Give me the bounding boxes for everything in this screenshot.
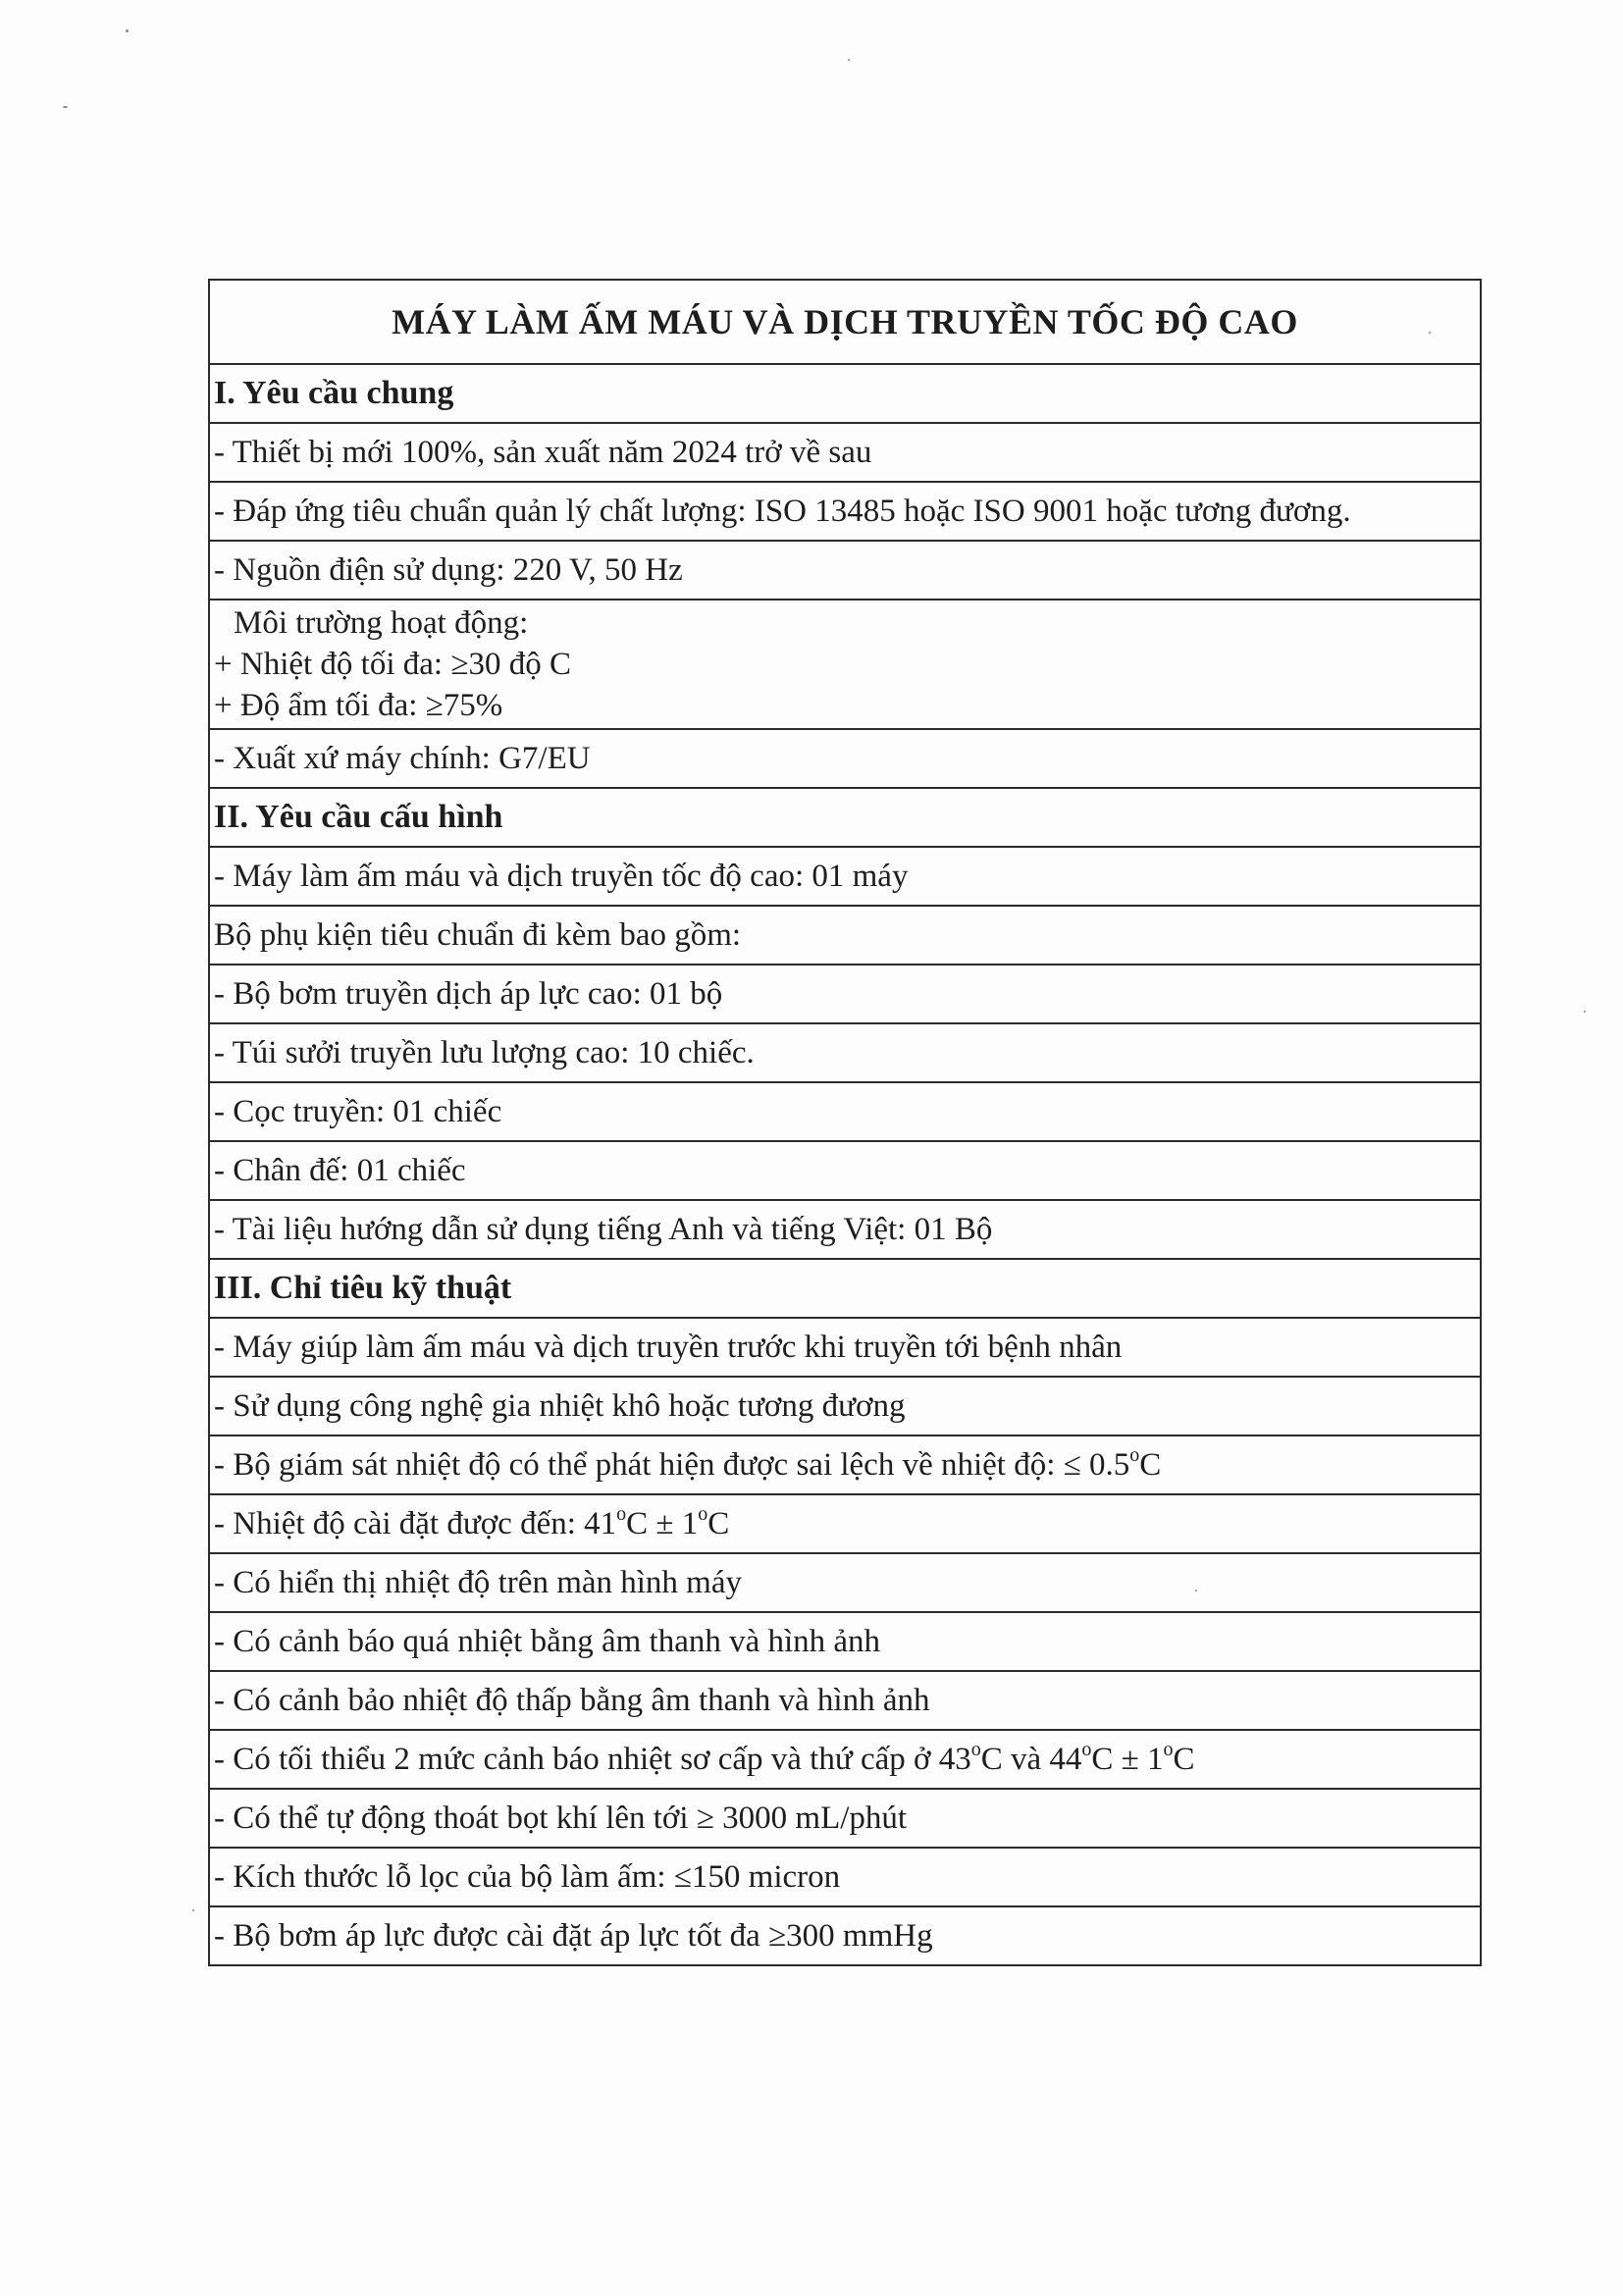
environment-cell [209, 600, 1481, 729]
table-cell [209, 1494, 1481, 1553]
table-cell: - Kích thước lỗ lọc của bộ làm ấm: ≤150 micron [209, 1848, 1481, 1906]
scan-speck [63, 106, 68, 108]
table-row [209, 1023, 1481, 1082]
environment-humidity: + Độ ẩm tối đa: ≥75% [214, 688, 503, 723]
table-row [209, 1141, 1481, 1200]
degree-sign: o [698, 1503, 708, 1525]
table-cell: - Có hiển thị nhiệt độ trên màn hình máy [209, 1553, 1481, 1612]
section-heading: II. Yêu cầu cấu hình [209, 788, 1481, 847]
table-cell: - Túi sưởi truyền lưu lượng cao: 10 chiếc. [209, 1023, 1481, 1082]
table-row [209, 1730, 1481, 1789]
table-row [209, 423, 1481, 482]
degree-sign: o [1129, 1444, 1140, 1466]
scan-speck [848, 59, 850, 61]
table-row [209, 906, 1481, 965]
table-row [209, 729, 1481, 788]
environment-temp: + Nhiệt độ tối đa: ≥30 độ C [214, 647, 571, 682]
degree-sign: o [1163, 1739, 1174, 1760]
table-row [209, 1494, 1481, 1553]
table-cell: - Thiết bị mới 100%, sản xuất năm 2024 trở về sau [209, 423, 1481, 482]
table-row [209, 1553, 1481, 1612]
table-cell: - Bộ bơm truyền dịch áp lực cao: 01 bộ [209, 965, 1481, 1023]
setpoint-mid: C ± 1 [626, 1506, 699, 1541]
table-cell: - Máy giúp làm ấm máu và dịch truyền trước khi truyền tới bệnh nhân [209, 1318, 1481, 1377]
table-row [209, 482, 1481, 541]
table-cell: - Cọc truyền: 01 chiếc [209, 1082, 1481, 1141]
unit-text: C [1139, 1447, 1162, 1483]
table-cell: - Sử dụng công nghệ gia nhiệt khô hoặc tương đương [209, 1377, 1481, 1435]
degree-sign: o [1081, 1739, 1092, 1760]
setpoint-text: - Nhiệt độ cài đặt được đến: 41 [214, 1506, 617, 1541]
table-row [209, 1082, 1481, 1141]
unit-text: C [1173, 1742, 1195, 1777]
spec-table [208, 279, 1482, 1966]
environment-label: Môi trường hoạt động: [234, 605, 529, 641]
table-cell: - Nguồn điện sử dụng: 220 V, 50 Hz [209, 541, 1481, 600]
table-row [209, 1671, 1481, 1730]
table-cell: - Máy làm ấm máu và dịch truyền tốc độ cao: 01 máy [209, 847, 1481, 906]
table-cell: - Xuất xứ máy chính: G7/EU [209, 729, 1481, 788]
table-cell: Bộ phụ kiện tiêu chuẩn đi kèm bao gồm: [209, 906, 1481, 965]
table-cell: - Có cảnh báo quá nhiệt bằng âm thanh và hình ảnh [209, 1612, 1481, 1671]
table-row [209, 1200, 1481, 1259]
table-cell [209, 1435, 1481, 1494]
section-heading: III. Chỉ tiêu kỹ thuật [209, 1259, 1481, 1318]
section-heading-row [209, 364, 1481, 423]
degree-sign: o [616, 1503, 627, 1525]
table-cell: - Bộ bơm áp lực được cài đặt áp lực tốt đa ≥300 mmHg [209, 1906, 1481, 1965]
table-cell: - Chân đế: 01 chiếc [209, 1141, 1481, 1200]
alarm-mid2: C ± 1 [1091, 1742, 1164, 1777]
table-row [209, 1435, 1481, 1494]
document-title: MÁY LÀM ẤM MÁU VÀ DỊCH TRUYỀN TỐC ĐỘ CAO [209, 280, 1481, 364]
scan-speck [126, 29, 129, 32]
table-row [209, 600, 1481, 729]
table-row [209, 1377, 1481, 1435]
section-heading-row [209, 788, 1481, 847]
table-row [209, 1906, 1481, 1965]
table-row [209, 847, 1481, 906]
section-heading: I. Yêu cầu chung [209, 364, 1481, 423]
table-row [209, 1848, 1481, 1906]
table-row [209, 1612, 1481, 1671]
table-cell: - Có thể tự động thoát bọt khí lên tới ≥ 3000 mL/phút [209, 1789, 1481, 1848]
alarm-mid: C và 44 [980, 1742, 1082, 1777]
scan-speck [1584, 1011, 1586, 1013]
table-row [209, 541, 1481, 600]
title-row [209, 280, 1481, 364]
scan-speck [192, 1909, 194, 1911]
table-cell: - Đáp ứng tiêu chuẩn quản lý chất lượng: ISO 13485 hoặc ISO 9001 hoặc tương đương. [209, 482, 1481, 541]
section-heading-row [209, 1259, 1481, 1318]
table-row [209, 1318, 1481, 1377]
table-cell [209, 1730, 1481, 1789]
degree-sign: o [970, 1739, 981, 1760]
table-cell: - Có cảnh bảo nhiệt độ thấp bằng âm thanh và hình ảnh [209, 1671, 1481, 1730]
unit-text: C [707, 1506, 730, 1541]
table-cell: - Tài liệu hướng dẫn sử dụng tiếng Anh và tiếng Việt: 01 Bộ [209, 1200, 1481, 1259]
table-row [209, 1789, 1481, 1848]
deviation-text: - Bộ giám sát nhiệt độ có thể phát hiện được sai lệch về nhiệt độ: ≤ 0.5 [214, 1447, 1130, 1483]
table-row [209, 965, 1481, 1023]
alarm-text: - Có tối thiểu 2 mức cảnh báo nhiệt sơ cấp và thứ cấp ở 43 [214, 1742, 971, 1777]
